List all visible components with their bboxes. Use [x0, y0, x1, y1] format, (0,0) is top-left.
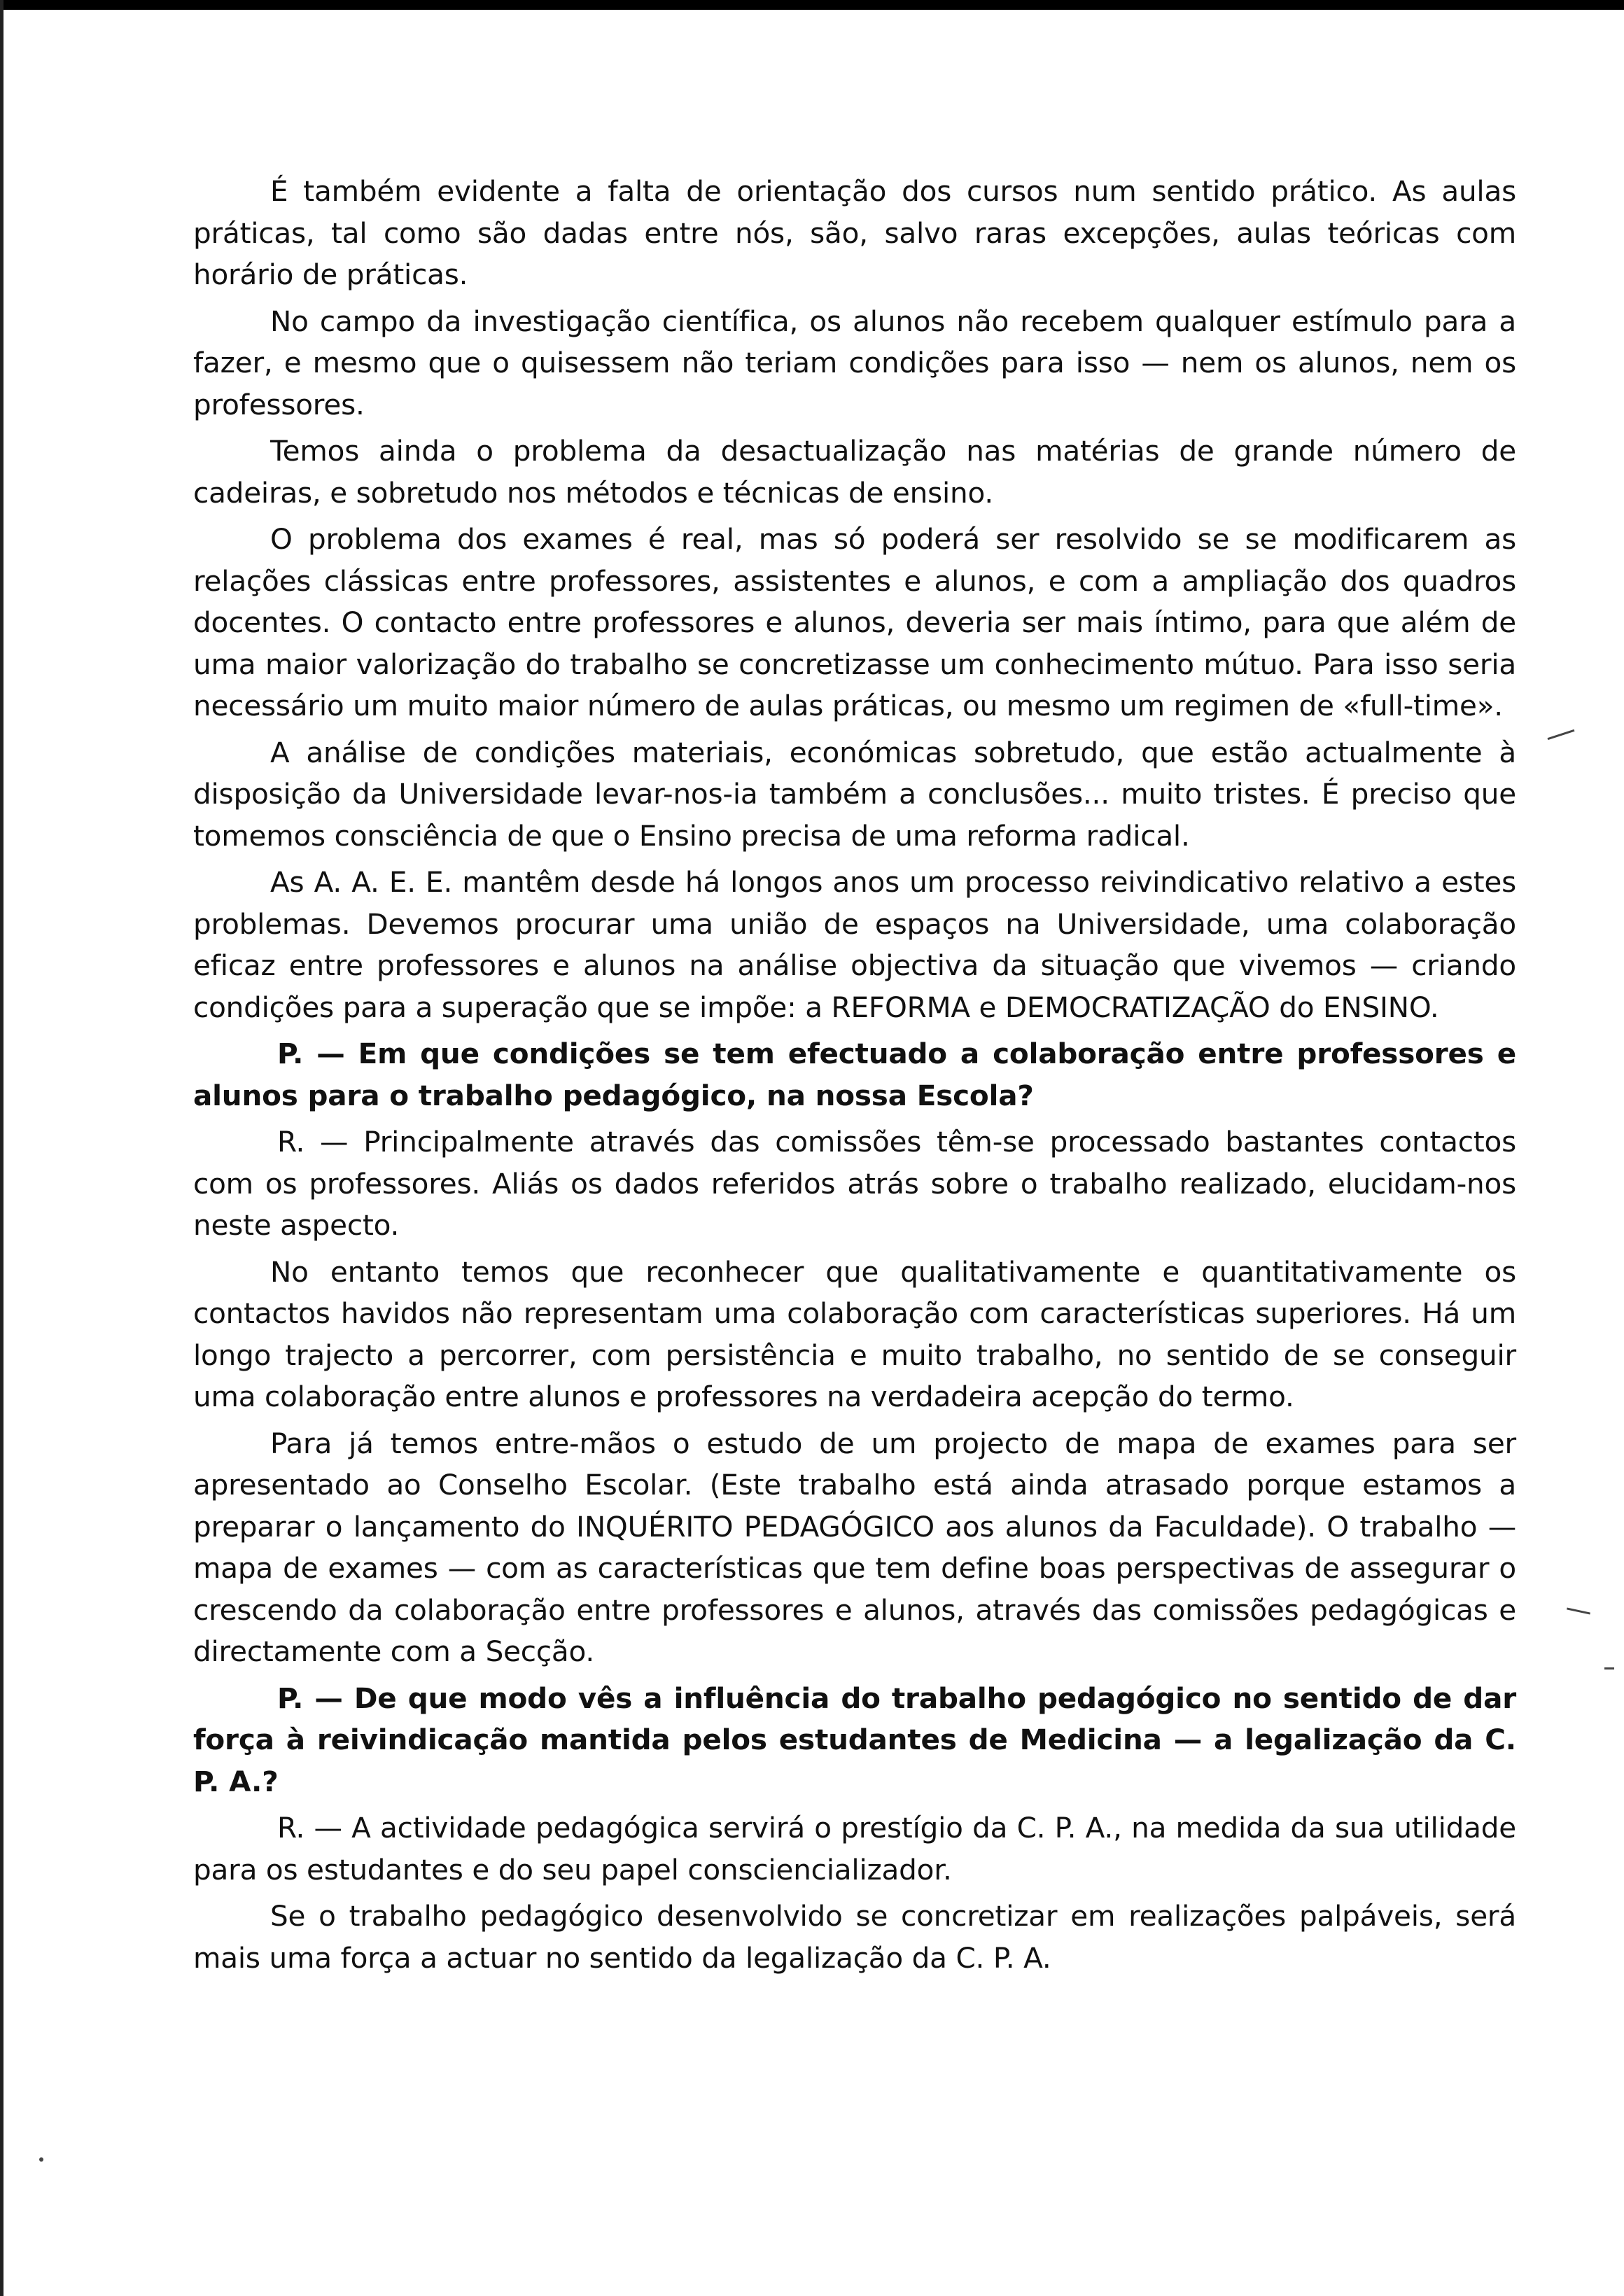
- scan-top-border: [0, 0, 1624, 10]
- answer-paragraph: R. — Principalmente através das comissões têm-se processado bastantes contactos com os professores. Aliás os dados referidos atrás sobre o trabalho realizado, elucidam-nos neste aspecto.: [193, 1125, 1516, 1242]
- paragraph: Temos ainda o problema da desactualização nas matérias de grande número de cadeiras, e sobretudo nos métodos e técnicas de ensino.: [193, 434, 1516, 510]
- paragraph: É também evidente a falta de orientação dos cursos num sentido prático. As aulas práticas, tal como são dadas entre nós, são, salvo raras excepções, aulas teóricas com horário de práticas.: [193, 174, 1516, 291]
- paragraph: Se o trabalho pedagógico desenvolvido se concretizar em realizações palpáveis, será mais uma força a actuar no sentido da legalização da C. P. A.: [193, 1899, 1516, 1975]
- question-paragraph: P. — De que modo vês a influência do trabalho pedagógico no sentido de dar força à reivindicação mantida pelos estudantes de Medicina — a legalização da C. P. A.?: [193, 1681, 1516, 1798]
- paragraph: No campo da investigação científica, os alunos não recebem qualquer estímulo para a fazer, e mesmo que o quisessem não teriam condições para isso — nem os alunos, nem os professores.: [193, 304, 1516, 421]
- scan-mark: [1567, 1607, 1590, 1614]
- paragraph: O problema dos exames é real, mas só poderá ser resolvido se se modificarem as relações clássicas entre professores, assistentes e alunos, e com a ampliação dos quadros docentes. O contacto entre professores e alunos, deveria ser mais íntimo, para que além de uma maior valorização do trabalho se concretizasse um conhecimento mútuo. Para isso seria necessário um muito maior número de aulas práticas, ou mesmo um regimen de «full-time».: [193, 522, 1516, 722]
- answer-paragraph: R. — A actividade pedagógica servirá o prestígio da C. P. A., na medida da sua utilidade para os estudantes e do seu papel consciencializador.: [193, 1811, 1516, 1886]
- scan-mark: [39, 2157, 43, 2162]
- scan-mark: [1604, 1667, 1614, 1670]
- paragraph: A análise de condições materiais, económicas sobretudo, que estão actualmente à disposição da Universidade levar-nos-ia também a conclusões... muito tristes. É preciso que tomemos consciência de que o Ensino precisa de uma reforma radical.: [193, 735, 1516, 853]
- document-body: [193, 171, 1516, 1979]
- paragraph: Para já temos entre-mãos o estudo de um projecto de mapa de exames para ser apresentado ao Conselho Escolar. (Este trabalho está ainda atrasado porque estamos a preparar o lançamento do INQUÉRITO PEDAGÓGICO aos alunos da Faculdade). O trabalho — mapa de exames — com as características que tem define boas perspectivas de assegurar o crescendo da colaboração entre professores e alunos, através das comissões pedagógicas e directamente com a Secção.: [193, 1426, 1516, 1668]
- question-paragraph: P. — Em que condições se tem efectuado a colaboração entre professores e alunos para o trabalho pedagógico, na nossa Escola?: [193, 1037, 1516, 1112]
- paragraph: No entanto temos que reconhecer que qualitativamente e quantitativamente os contactos havidos não representam uma colaboração com características superiores. Há um longo trajecto a percorrer, com persistência e muito trabalho, no sentido de se conseguir uma colaboração entre alunos e professores na verdadeira acepção do termo.: [193, 1254, 1516, 1413]
- scan-left-border: [0, 0, 4, 2296]
- scan-mark: [1548, 729, 1575, 740]
- paragraph: As A. A. E. E. mantêm desde há longos anos um processo reivindicativo relativo a estes problemas. Devemos procurar uma união de espaços na Universidade, uma colaboração eficaz entre professores e alunos na análise objectiva da situação que vivemos — criando condições para a superação que se impõe: a REFORMA e DEMOCRATIZAÇÃO do ENSINO.: [193, 865, 1516, 1024]
